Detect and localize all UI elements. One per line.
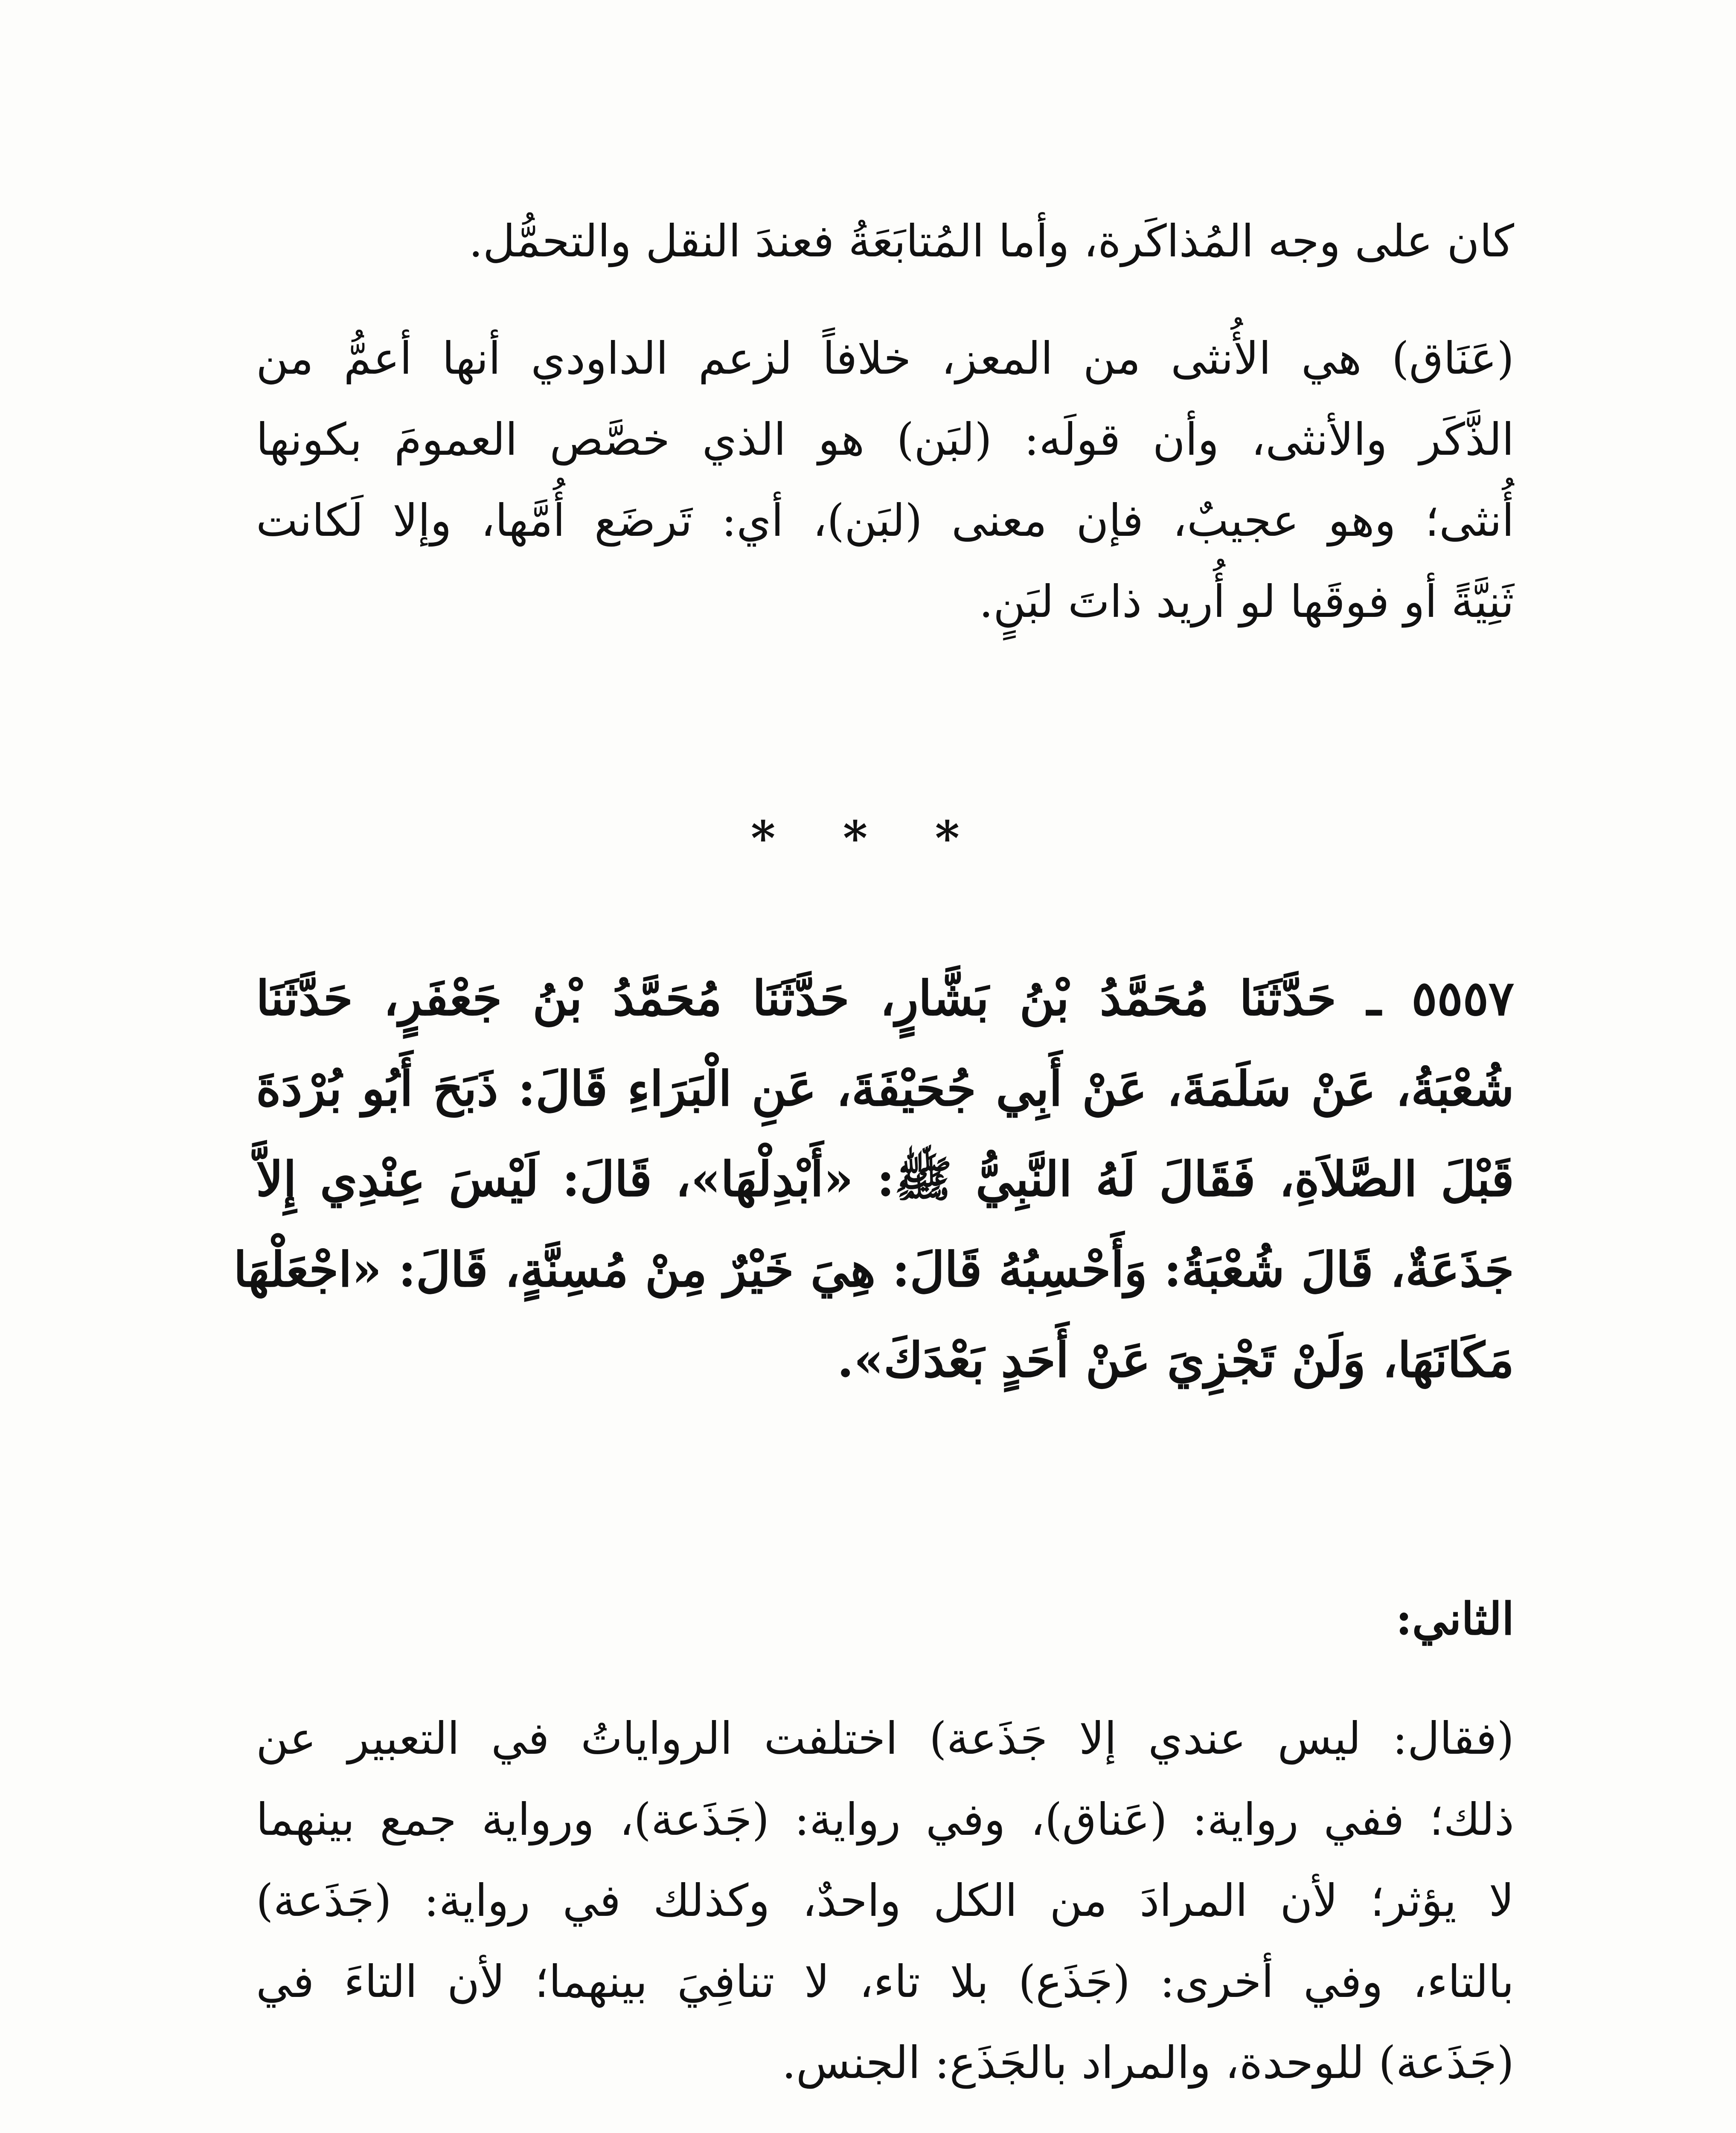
text-line: أُنثى؛ وهو عجيبٌ، فإن معنى (لبَن)، أي: تَرضَع أُمَّها، وإلا لَكانت xyxy=(256,494,1514,546)
hadith-line: مَكَانَهَا، وَلَنْ تَجْزِيَ عَنْ أَحَدٍ بَعْدَكَ». xyxy=(837,1332,1514,1388)
text-line: ذلك؛ ففي رواية: (عَناق)، وفي رواية: (جَذَعة)، ورواية جمع بينهما xyxy=(256,1793,1514,1845)
text-line: (عَنَاق) هي الأُنثى من المعز، خلافاً لزعم الداودي أنها أعمُّ من xyxy=(256,332,1514,384)
section-heading xyxy=(256,1578,1514,1659)
section-separator: * * * xyxy=(750,811,986,866)
commentary-paragraph-jadha xyxy=(256,1698,1514,2103)
text-line: ثَنِيَّةً أو فوقَها لو أُريد ذاتَ لبَنٍ. xyxy=(979,575,1514,628)
continuation-paragraph xyxy=(256,201,1514,282)
text-line: الذَّكَر والأنثى، وأن قولَه: (لبَن) هو الذي خصَّص العمومَ بكونها xyxy=(256,413,1514,465)
text-line: (جَذَعة) للوحدة، والمراد بالجَذَع: الجنس. xyxy=(782,2037,1514,2089)
text-line: كان على وجه المُذاكَرة، وأما المُتابَعَةُ فعندَ النقل والتحمُّل. xyxy=(468,215,1514,267)
hadith-line: جَذَعَةٌ، قَالَ شُعْبَةُ: وَأَحْسِبُهُ قَالَ: هِيَ خَيْرٌ مِنْ مُسِنَّةٍ، قَالَ: «اجْعَلْهَا xyxy=(233,1242,1514,1298)
hadith-line: قَبْلَ الصَّلاَةِ، فَقَالَ لَهُ النَّبِيُّ ﷺ: «أَبْدِلْهَا»، قَالَ: لَيْسَ عِنْدِي إِلاَّ xyxy=(256,1151,1514,1207)
text-line: بالتاء، وفي أخرى: (جَذَع) بلا تاء، لا تنافِيَ بينهما؛ لأن التاءَ في xyxy=(256,1956,1514,2008)
heading-text: الثاني: xyxy=(1396,1592,1514,1645)
hadith-text xyxy=(233,953,1514,1406)
hadith-line: شُعْبَةُ، عَنْ سَلَمَةَ، عَنْ أَبِي جُحَيْفَةَ، عَنِ الْبَرَاءِ قَالَ: ذَبَحَ أَبُو بُرْدَةَ xyxy=(256,1061,1514,1117)
text-line: (فقال: ليس عندي إلا جَذَعة) اختلفت الرواياتُ في التعبير عن xyxy=(256,1712,1514,1764)
hadith-line: ٥٥٥٧ ـ حَدَّثَنَا مُحَمَّدُ بْنُ بَشَّارٍ، حَدَّثَنَا مُحَمَّدُ بْنُ جَعْفَرٍ، حَدَّثَنَا xyxy=(256,971,1514,1026)
commentary-paragraph-anaq xyxy=(256,318,1514,642)
text-line: لا يؤثر؛ لأن المرادَ من الكل واحدٌ، وكذلك في رواية: (جَذَعة) xyxy=(256,1874,1514,1927)
